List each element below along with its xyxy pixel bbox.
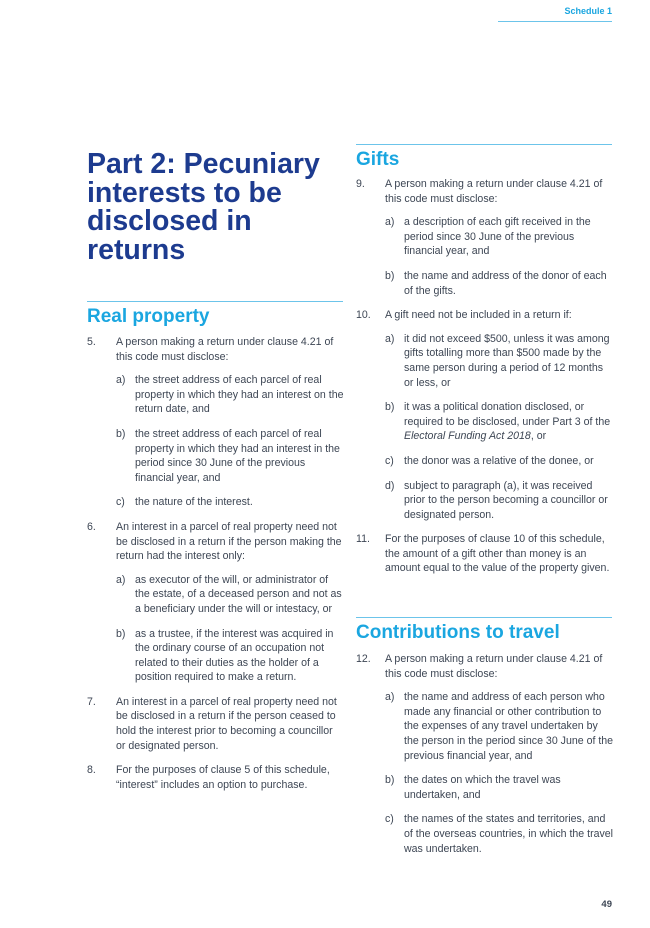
sub-text: as executor of the will, or administrator of the estate, of a deceased person and not as a beneficiary under the will or intestacy, or: [135, 573, 342, 615]
clause-12: [356, 652, 614, 856]
sub-letter: c): [385, 813, 394, 826]
clause-9: [356, 177, 614, 298]
clause-number: 11.: [356, 533, 370, 546]
sub-letter: a): [385, 216, 395, 229]
clause-text: A gift need not be included in a return if:: [385, 309, 572, 322]
sub-list: [356, 690, 614, 856]
clause-text: A person making a return under clause 4.21 of this code must disclose:: [385, 653, 603, 680]
gifts-clauses: [356, 177, 614, 586]
clause-text: A person making a return under clause 4.21 of this code must disclose:: [116, 336, 334, 363]
sub-letter: a): [385, 691, 395, 704]
sub-text: the street address of each parcel of real property in which they had an interest in the period since 30 June of the previous financial year, and: [135, 427, 340, 484]
sub-list: [87, 373, 345, 510]
sub-item: [356, 479, 614, 523]
clause-text: For the purposes of clause 10 of this schedule, the amount of a gift other than money is an amount equal to the value of the property given.: [385, 533, 610, 575]
clause-6: [87, 520, 345, 685]
sub-text: the dates on which the travel was undertaken, and: [404, 774, 561, 801]
sub-text: the street address of each parcel of real property in which they had an interest on the return date, and: [135, 374, 344, 416]
sub-letter: a): [116, 374, 126, 387]
page-number: 49: [601, 899, 612, 910]
sub-text: [356, 400, 614, 444]
clause-11: [356, 532, 614, 576]
sub-item: [87, 495, 345, 510]
clause-number: 7.: [87, 695, 96, 708]
section-divider-travel: [356, 617, 612, 618]
sub-item: [87, 427, 345, 485]
clause-10: [356, 308, 614, 522]
header-divider: [498, 21, 612, 22]
schedule-label: Schedule 1: [564, 6, 612, 16]
clause-text: A person making a return under clause 4.21 of this code must disclose:: [385, 178, 603, 205]
clause-number: 8.: [87, 764, 96, 777]
sub-text: subject to paragraph (a), it was received prior to the person becoming a councillor or designated person.: [404, 479, 608, 521]
section-divider-real-property: [87, 301, 343, 302]
sub-text: it did not exceed $500, unless it was among gifts totalling more than $500 made by the same person during a period of 12 months or less, or: [404, 332, 610, 389]
sub-item: [356, 215, 614, 259]
sub-letter: b): [116, 627, 126, 640]
clause-number: 5.: [87, 336, 96, 348]
section-heading-gifts: Gifts: [356, 149, 400, 170]
sub-letter: c): [116, 496, 125, 509]
clause-number: 6.: [87, 520, 96, 533]
sub-text: the nature of the interest.: [135, 496, 253, 509]
sub-text: the name and address of each person who made any financial or other contribution to the expenses of any travel undertaken by the person in the period since 30 June of the previous financial year, and: [404, 691, 614, 762]
sub-item: [87, 627, 345, 685]
sub-letter: b): [385, 774, 395, 787]
clause-number: 10.: [356, 309, 371, 322]
sub-letter: a): [116, 573, 126, 586]
sub-letter: c): [385, 454, 394, 467]
sub-item: [356, 454, 614, 469]
sub-item: [87, 373, 345, 417]
sub-letter: a): [385, 332, 395, 345]
clause-7: [87, 695, 345, 753]
sub-item: [356, 400, 614, 444]
sub-item: [356, 812, 614, 856]
sub-text: the name and address of the donor of each of the gifts.: [404, 269, 607, 297]
clause-text: An interest in a parcel of real property need not be disclosed in a return if the person ceased to hold the interest prior to becoming a councillor or designated person.: [116, 695, 337, 752]
sub-letter: b): [385, 401, 395, 414]
sub-item: [87, 573, 345, 617]
sub-text-part: , or: [530, 430, 547, 443]
sub-letter: b): [385, 269, 395, 282]
sub-text-part: it was a political donation disclosed, or required to be disclosed, under Part 3 of the: [404, 401, 611, 428]
sub-item: [356, 332, 614, 390]
act-title: Electoral Funding Act 2018: [404, 430, 531, 443]
sub-list: [356, 332, 614, 523]
clause-5: [87, 335, 345, 510]
sub-item: [356, 773, 614, 802]
clause-text: An interest in a parcel of real property need not be disclosed in a return if the person making the return had the interest only:: [116, 520, 342, 563]
sub-item: [356, 269, 614, 298]
clause-number: 12.: [356, 653, 371, 665]
sub-list: [87, 573, 345, 685]
clause-text: For the purposes of clause 5 of this schedule, “interest” includes an option to purchase.: [116, 764, 330, 791]
sub-text: the donor was a relative of the donee, or: [404, 454, 594, 467]
section-divider-gifts: [356, 144, 612, 145]
sub-list: [356, 215, 614, 298]
travel-clauses: [356, 652, 614, 866]
section-heading-real-property: Real property: [87, 306, 210, 327]
sub-letter: b): [116, 427, 126, 440]
sub-text: as a trustee, if the interest was acquired in the ordinary course of an occupation not related to their duties as the holder of a position required to make a return.: [135, 627, 334, 684]
real-property-clauses: [87, 335, 345, 802]
clause-8: [87, 763, 345, 792]
clause-number: 9.: [356, 178, 365, 190]
sub-text: the names of the states and territories, and of the overseas countries, in which the travel was undertaken.: [404, 813, 614, 855]
sub-text: a description of each gift received in the period since 30 June of the previous financial year, and: [404, 216, 591, 258]
section-heading-travel: Contributions to travel: [356, 622, 560, 643]
part-title: Part 2: Pecuniary interests to be disclosed in returns: [87, 148, 320, 266]
sub-item: [356, 690, 614, 763]
sub-letter: d): [385, 479, 395, 492]
